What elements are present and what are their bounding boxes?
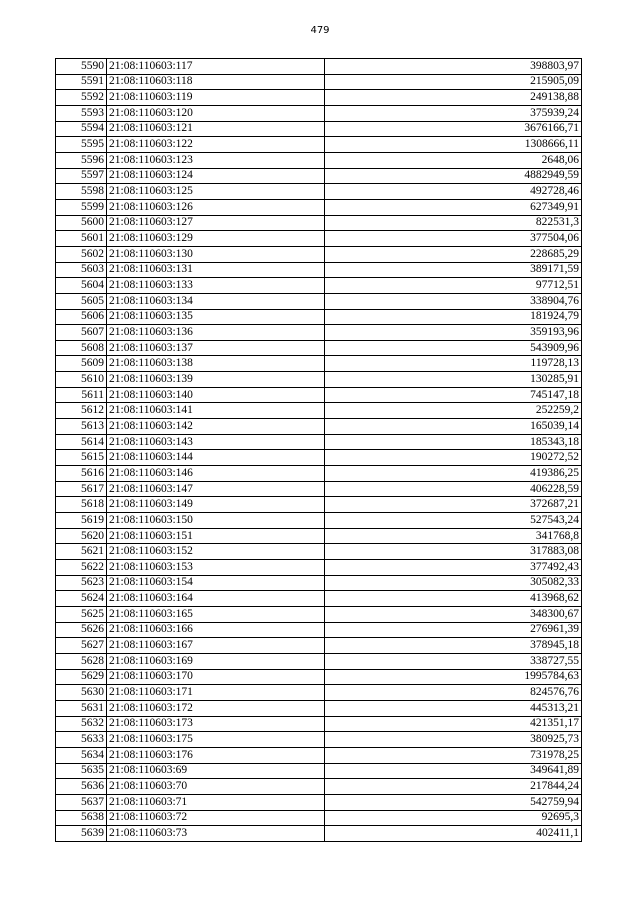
table-row xyxy=(56,685,582,701)
cadastral-value-cell: 377504,06 xyxy=(325,231,582,247)
row-number-cell: 5614 xyxy=(56,434,107,450)
cadastral-number-cell: 21:08:110603:166 xyxy=(107,622,325,638)
cadastral-number-cell: 21:08:110603:131 xyxy=(107,262,325,278)
cadastral-value-cell: 413968,62 xyxy=(325,591,582,607)
cadastral-number-cell: 21:08:110603:73 xyxy=(107,826,325,842)
cadastral-value-cell: 130285,91 xyxy=(325,372,582,388)
table-row xyxy=(56,184,582,200)
table-row xyxy=(56,356,582,372)
cadastral-number-cell: 21:08:110603:135 xyxy=(107,309,325,325)
cadastral-value-cell: 1308666,11 xyxy=(325,137,582,153)
row-number-cell: 5638 xyxy=(56,810,107,826)
table-row xyxy=(56,215,582,231)
table-row xyxy=(56,168,582,184)
cadastral-number-cell: 21:08:110603:176 xyxy=(107,747,325,763)
table-row xyxy=(56,90,582,106)
row-number-cell: 5622 xyxy=(56,560,107,576)
table-row xyxy=(56,434,582,450)
row-number-cell: 5619 xyxy=(56,513,107,529)
row-number-cell: 5595 xyxy=(56,137,107,153)
table-row xyxy=(56,810,582,826)
cadastral-number-cell: 21:08:110603:130 xyxy=(107,246,325,262)
cadastral-value-cell: 92695,3 xyxy=(325,810,582,826)
cadastral-number-cell: 21:08:110603:167 xyxy=(107,638,325,654)
table-row xyxy=(56,450,582,466)
table-row xyxy=(56,387,582,403)
cadastral-number-cell: 21:08:110603:71 xyxy=(107,794,325,810)
cadastral-number-cell: 21:08:110603:144 xyxy=(107,450,325,466)
row-number-cell: 5639 xyxy=(56,826,107,842)
cadastral-value-cell: 378945,18 xyxy=(325,638,582,654)
cadastral-number-cell: 21:08:110603:142 xyxy=(107,419,325,435)
row-number-cell: 5634 xyxy=(56,747,107,763)
table-row xyxy=(56,137,582,153)
cadastral-number-cell: 21:08:110603:121 xyxy=(107,121,325,137)
cadastral-value-cell: 527543,24 xyxy=(325,513,582,529)
cadastral-value-cell: 338727,55 xyxy=(325,653,582,669)
table-row xyxy=(56,372,582,388)
table-row xyxy=(56,747,582,763)
cadastral-value-cell: 165039,14 xyxy=(325,419,582,435)
table-row xyxy=(56,794,582,810)
cadastral-number-cell: 21:08:110603:122 xyxy=(107,137,325,153)
cadastral-number-cell: 21:08:110603:151 xyxy=(107,528,325,544)
cadastral-value-cell: 406228,59 xyxy=(325,481,582,497)
cadastral-value-cell: 359193,96 xyxy=(325,325,582,341)
table-row xyxy=(56,497,582,513)
cadastral-number-cell: 21:08:110603:154 xyxy=(107,575,325,591)
table-row xyxy=(56,152,582,168)
cadastral-number-cell: 21:08:110603:125 xyxy=(107,184,325,200)
cadastral-number-cell: 21:08:110603:138 xyxy=(107,356,325,372)
cadastral-number-cell: 21:08:110603:139 xyxy=(107,372,325,388)
cadastral-number-cell: 21:08:110603:164 xyxy=(107,591,325,607)
table-row xyxy=(56,606,582,622)
cadastral-number-cell: 21:08:110603:171 xyxy=(107,685,325,701)
cadastral-value-cell: 228685,29 xyxy=(325,246,582,262)
row-number-cell: 5611 xyxy=(56,387,107,403)
table-row xyxy=(56,638,582,654)
row-number-cell: 5621 xyxy=(56,544,107,560)
table-row xyxy=(56,826,582,842)
cadastral-number-cell: 21:08:110603:133 xyxy=(107,278,325,294)
row-number-cell: 5606 xyxy=(56,309,107,325)
cadastral-value-cell: 252259,2 xyxy=(325,403,582,419)
table-row xyxy=(56,481,582,497)
cadastral-number-cell: 21:08:110603:169 xyxy=(107,653,325,669)
table-row xyxy=(56,560,582,576)
cadastral-value-cell: 181924,79 xyxy=(325,309,582,325)
row-number-cell: 5604 xyxy=(56,278,107,294)
cadastral-value-cell: 249138,88 xyxy=(325,90,582,106)
table-row xyxy=(56,544,582,560)
cadastral-number-cell: 21:08:110603:150 xyxy=(107,513,325,529)
table-row xyxy=(56,700,582,716)
cadastral-value-cell: 377492,43 xyxy=(325,560,582,576)
row-number-cell: 5620 xyxy=(56,528,107,544)
cadastral-value-cell: 348300,67 xyxy=(325,606,582,622)
cadastral-value-cell: 97712,51 xyxy=(325,278,582,294)
cadastral-number-cell: 21:08:110603:165 xyxy=(107,606,325,622)
cadastral-number-cell: 21:08:110603:172 xyxy=(107,700,325,716)
row-number-cell: 5605 xyxy=(56,293,107,309)
row-number-cell: 5592 xyxy=(56,90,107,106)
cadastral-value-cell: 349641,89 xyxy=(325,763,582,779)
cadastral-value-cell: 380925,73 xyxy=(325,732,582,748)
table-row xyxy=(56,528,582,544)
row-number-cell: 5636 xyxy=(56,779,107,795)
cadastral-value-cell: 185343,18 xyxy=(325,434,582,450)
row-number-cell: 5615 xyxy=(56,450,107,466)
row-number-cell: 5631 xyxy=(56,700,107,716)
cadastral-value-cell: 822531,3 xyxy=(325,215,582,231)
cadastral-value-cell: 1995784,63 xyxy=(325,669,582,685)
cadastral-number-cell: 21:08:110603:70 xyxy=(107,779,325,795)
cadastral-value-cell: 419386,25 xyxy=(325,466,582,482)
cadastral-value-cell: 217844,24 xyxy=(325,779,582,795)
cadastral-value-cell: 372687,21 xyxy=(325,497,582,513)
cadastral-value-cell: 627349,91 xyxy=(325,199,582,215)
cadastral-value-cell: 824576,76 xyxy=(325,685,582,701)
cadastral-value-cell: 317883,08 xyxy=(325,544,582,560)
row-number-cell: 5590 xyxy=(56,59,107,75)
cadastral-value-cell: 338904,76 xyxy=(325,293,582,309)
cadastral-value-cell: 492728,46 xyxy=(325,184,582,200)
row-number-cell: 5607 xyxy=(56,325,107,341)
row-number-cell: 5610 xyxy=(56,372,107,388)
table-row xyxy=(56,293,582,309)
row-number-cell: 5616 xyxy=(56,466,107,482)
row-number-cell: 5635 xyxy=(56,763,107,779)
cadastral-number-cell: 21:08:110603:175 xyxy=(107,732,325,748)
row-number-cell: 5599 xyxy=(56,199,107,215)
row-number-cell: 5612 xyxy=(56,403,107,419)
cadastral-number-cell: 21:08:110603:124 xyxy=(107,168,325,184)
cadastral-number-cell: 21:08:110603:153 xyxy=(107,560,325,576)
cadastral-value-cell: 215905,09 xyxy=(325,74,582,90)
cadastral-value-cell: 3676166,71 xyxy=(325,121,582,137)
table-row xyxy=(56,74,582,90)
table-row xyxy=(56,591,582,607)
row-number-cell: 5591 xyxy=(56,74,107,90)
page-number: 479 xyxy=(310,25,330,36)
table-row xyxy=(56,309,582,325)
cadastral-number-cell: 21:08:110603:120 xyxy=(107,105,325,121)
cadastral-number-cell: 21:08:110603:72 xyxy=(107,810,325,826)
row-number-cell: 5608 xyxy=(56,340,107,356)
cadastral-value-cell: 341768,8 xyxy=(325,528,582,544)
cadastral-value-cell: 542759,94 xyxy=(325,794,582,810)
table-body xyxy=(56,59,582,842)
cadastral-value-cell: 119728,13 xyxy=(325,356,582,372)
table-row xyxy=(56,403,582,419)
cadastral-number-cell: 21:08:110603:137 xyxy=(107,340,325,356)
table-row xyxy=(56,513,582,529)
row-number-cell: 5593 xyxy=(56,105,107,121)
cadastral-number-cell: 21:08:110603:69 xyxy=(107,763,325,779)
cadastral-number-cell: 21:08:110603:147 xyxy=(107,481,325,497)
cadastral-value-cell: 2648,06 xyxy=(325,152,582,168)
cadastral-number-cell: 21:08:110603:126 xyxy=(107,199,325,215)
cadastral-number-cell: 21:08:110603:118 xyxy=(107,74,325,90)
table-row xyxy=(56,278,582,294)
row-number-cell: 5630 xyxy=(56,685,107,701)
row-number-cell: 5628 xyxy=(56,653,107,669)
table-row xyxy=(56,59,582,75)
cadastral-value-cell: 398803,97 xyxy=(325,59,582,75)
cadastral-value-cell: 190272,52 xyxy=(325,450,582,466)
cadastral-number-cell: 21:08:110603:117 xyxy=(107,59,325,75)
cadastral-value-cell: 375939,24 xyxy=(325,105,582,121)
table-row xyxy=(56,466,582,482)
table-row xyxy=(56,419,582,435)
row-number-cell: 5637 xyxy=(56,794,107,810)
row-number-cell: 5598 xyxy=(56,184,107,200)
cadastral-value-cell: 421351,17 xyxy=(325,716,582,732)
cadastral-value-cell: 445313,21 xyxy=(325,700,582,716)
row-number-cell: 5623 xyxy=(56,575,107,591)
cadastral-value-cell: 4882949,59 xyxy=(325,168,582,184)
cadastral-number-cell: 21:08:110603:129 xyxy=(107,231,325,247)
table-row xyxy=(56,340,582,356)
table-row xyxy=(56,325,582,341)
cadastral-value-cell: 305082,33 xyxy=(325,575,582,591)
table-row xyxy=(56,575,582,591)
table-row xyxy=(56,653,582,669)
table-row xyxy=(56,779,582,795)
cadastral-value-cell: 543909,96 xyxy=(325,340,582,356)
row-number-cell: 5617 xyxy=(56,481,107,497)
cadastral-value-cell: 745147,18 xyxy=(325,387,582,403)
cadastral-number-cell: 21:08:110603:143 xyxy=(107,434,325,450)
table-row xyxy=(56,716,582,732)
cadastral-value-cell: 389171,59 xyxy=(325,262,582,278)
cadastral-number-cell: 21:08:110603:141 xyxy=(107,403,325,419)
cadastral-number-cell: 21:08:110603:123 xyxy=(107,152,325,168)
row-number-cell: 5618 xyxy=(56,497,107,513)
cadastral-number-cell: 21:08:110603:136 xyxy=(107,325,325,341)
row-number-cell: 5609 xyxy=(56,356,107,372)
table-row xyxy=(56,669,582,685)
cadastral-number-cell: 21:08:110603:173 xyxy=(107,716,325,732)
cadastral-value-cell: 731978,25 xyxy=(325,747,582,763)
row-number-cell: 5603 xyxy=(56,262,107,278)
cadastral-number-cell: 21:08:110603:119 xyxy=(107,90,325,106)
table-row xyxy=(56,262,582,278)
table-row xyxy=(56,199,582,215)
row-number-cell: 5613 xyxy=(56,419,107,435)
row-number-cell: 5597 xyxy=(56,168,107,184)
table-row xyxy=(56,622,582,638)
table-row xyxy=(56,763,582,779)
table-row xyxy=(56,105,582,121)
row-number-cell: 5602 xyxy=(56,246,107,262)
cadastral-number-cell: 21:08:110603:140 xyxy=(107,387,325,403)
cadastral-number-cell: 21:08:110603:146 xyxy=(107,466,325,482)
table-row xyxy=(56,246,582,262)
cadastral-number-cell: 21:08:110603:127 xyxy=(107,215,325,231)
row-number-cell: 5626 xyxy=(56,622,107,638)
cadastral-number-cell: 21:08:110603:149 xyxy=(107,497,325,513)
table-row xyxy=(56,121,582,137)
row-number-cell: 5624 xyxy=(56,591,107,607)
row-number-cell: 5625 xyxy=(56,606,107,622)
row-number-cell: 5633 xyxy=(56,732,107,748)
cadastral-number-cell: 21:08:110603:134 xyxy=(107,293,325,309)
cadastral-number-cell: 21:08:110603:152 xyxy=(107,544,325,560)
row-number-cell: 5600 xyxy=(56,215,107,231)
table-row xyxy=(56,732,582,748)
cadastral-value-table xyxy=(55,58,582,842)
table-row xyxy=(56,231,582,247)
row-number-cell: 5594 xyxy=(56,121,107,137)
row-number-cell: 5596 xyxy=(56,152,107,168)
cadastral-number-cell: 21:08:110603:170 xyxy=(107,669,325,685)
row-number-cell: 5629 xyxy=(56,669,107,685)
row-number-cell: 5632 xyxy=(56,716,107,732)
row-number-cell: 5627 xyxy=(56,638,107,654)
cadastral-value-cell: 402411,1 xyxy=(325,826,582,842)
row-number-cell: 5601 xyxy=(56,231,107,247)
cadastral-value-cell: 276961,39 xyxy=(325,622,582,638)
